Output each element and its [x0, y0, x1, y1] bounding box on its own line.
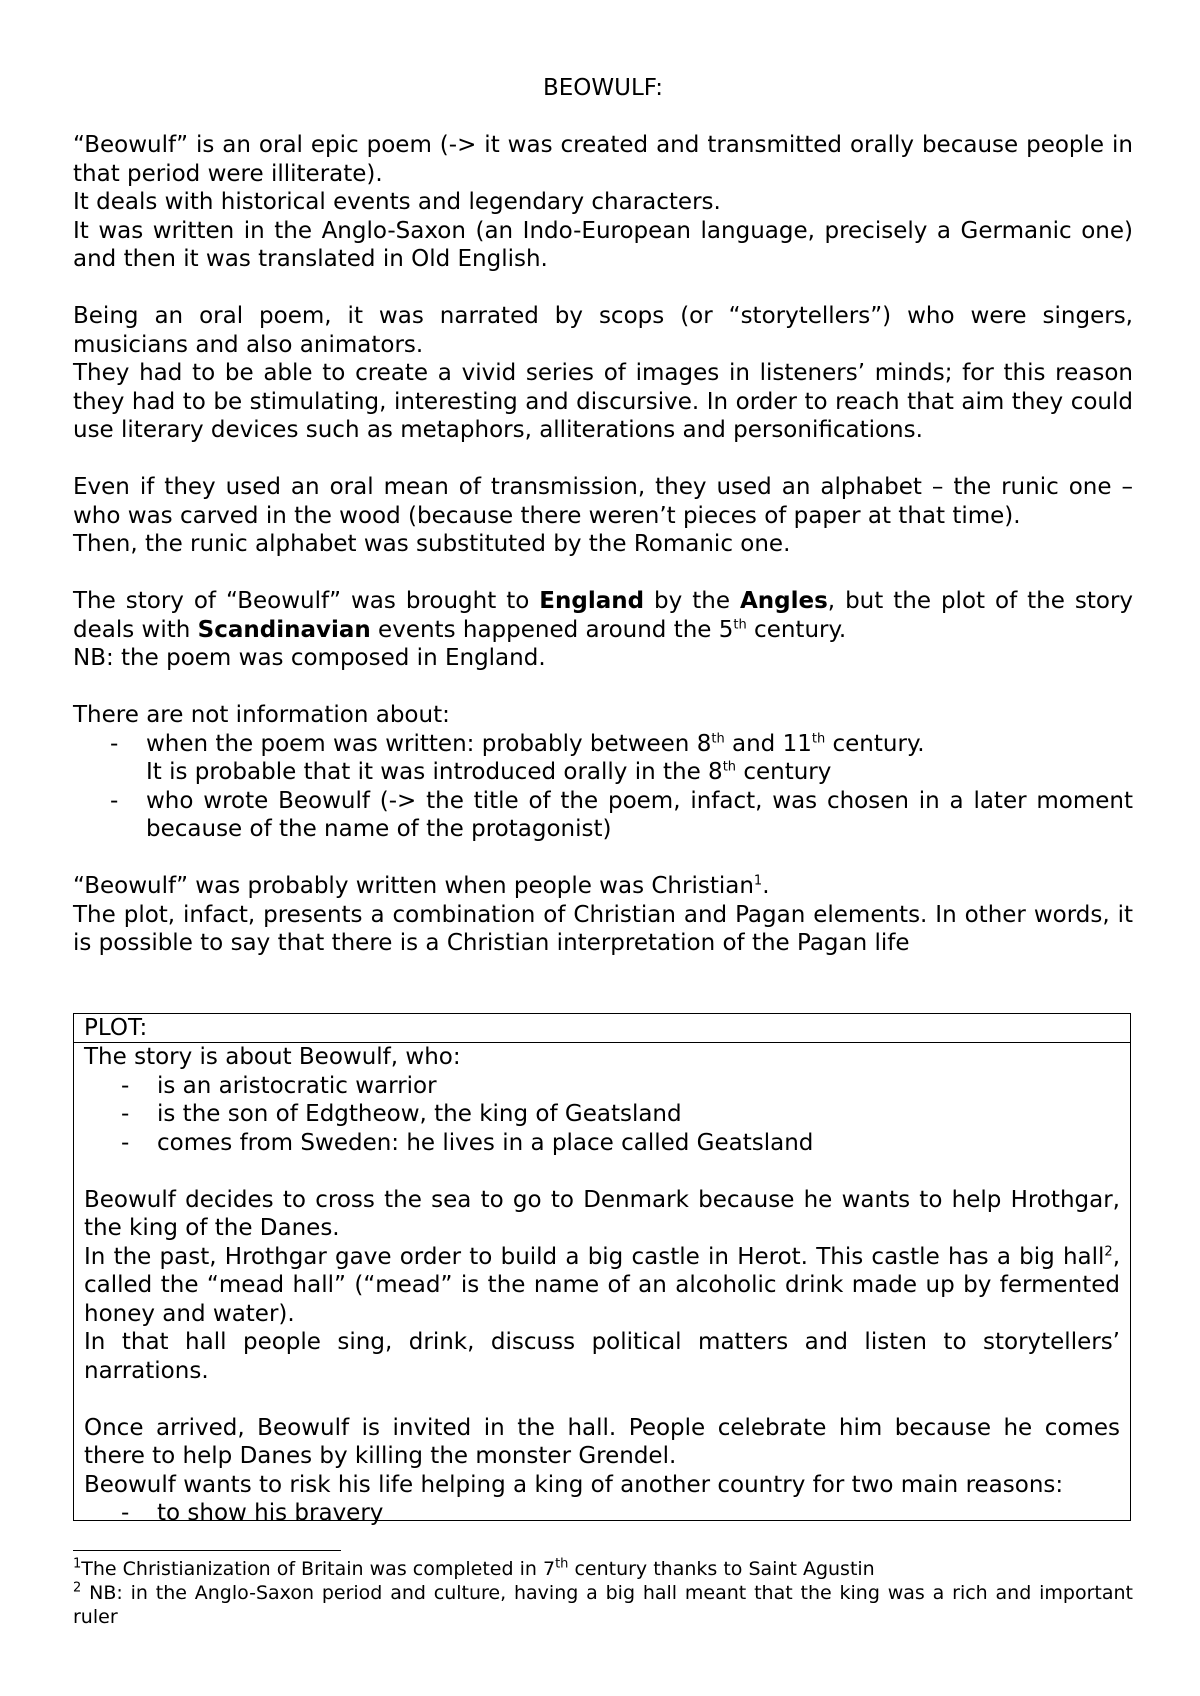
list-item: - comes from Sweden: he lives in a place called Geatsland — [121, 1129, 814, 1156]
plot-list — [84, 1072, 1120, 1158]
alphabet-paragraph: Even if they used an oral mean of transmission, they used an alphabet – the runic one – who was carved in the wood (because there weren’t pieces of paper at that time). — [73, 474, 1133, 529]
document-page — [73, 74, 1133, 958]
list-item: - who wrote Beowulf (-> the title of the poem, infact, was chosen in a later moment because of the name of the protagonist) — [110, 787, 1133, 842]
footnote-2: $^2$ NB: in the Anglo-Saxon period and culture, having a big hall meant that the king was a rich and important ruler — [73, 1580, 1133, 1628]
footnote-separator — [73, 1550, 341, 1551]
plot-paragraph: Beowulf decides to cross the sea to go to Denmark because he wants to help Hrothgar, the king of the Danes. — [84, 1186, 1120, 1241]
christian-paragraph: The plot, infact, presents a combination of Christian and Pagan elements. In other words, it is possible to say that there is a Christian interpretation of the Pagan life — [73, 901, 1133, 956]
plot-paragraph: In that hall people sing, drink, discuss political matters and listen to storytellers’ narrations. — [84, 1329, 1120, 1384]
plot-paragraph: In the past, Hrothgar gave order to build a big castle in Herot. This castle has a big hall$^2$, called the “mead hall” (“mead” is the name of an alcoholic drink made up by fermented honey and water). — [84, 1243, 1120, 1327]
list-item: - to show his bravery — [121, 1500, 384, 1526]
intro-paragraph: “Beowulf” is an oral epic poem (-> it was created and transmitted orally because people in that period were illiterate). — [73, 132, 1133, 187]
oral-paragraph: Being an oral poem, it was narrated by scops (or “storytellers”) who were singers, musicians and also animators. — [73, 303, 1133, 358]
plot-intro: The story is about Beowulf, who: — [84, 1044, 461, 1070]
christian-paragraph: “Beowulf” was probably written when people was Christian$^1$. — [73, 873, 770, 899]
list-item: - when the poem was written: probably between 8th and 11th century. It is probable that it was introduced orally in the 8th century — [110, 730, 925, 785]
plot-paragraph: Beowulf wants to risk his life helping a king of another country for two main reasons: — [84, 1471, 1064, 1498]
footnotes — [73, 1557, 1133, 1629]
dash-bullet: - — [110, 787, 119, 814]
origin-paragraph: The story of “Beowulf” was brought to England by the Angles, but the plot of the story deals with Scandinavian events happened around the 5th century. — [73, 588, 1134, 643]
unknown-heading: There are not information about: — [73, 702, 450, 728]
plot-body — [74, 1043, 1130, 1528]
plot-paragraph: Once arrived, Beowulf is invited in the hall. People celebrate him because he comes there to help Danes by killing the monster Grendel. — [84, 1414, 1120, 1469]
footnote-1: $^1$The Christianization of Britain was completed in 7th century thanks to Saint Agustin — [73, 1556, 875, 1580]
dash-bullet: - — [110, 730, 119, 757]
plot-box — [73, 1013, 1131, 1526]
origin-note: NB: the poem was composed in England. — [73, 645, 546, 671]
reasons-list — [84, 1499, 1120, 1528]
page-title: BEOWULF: — [543, 75, 663, 101]
list-item: - is an aristocratic warrior — [121, 1072, 437, 1099]
alphabet-paragraph: Then, the runic alphabet was substituted by the Romanic one. — [73, 531, 791, 557]
intro-paragraph: It deals with historical events and legendary characters. — [73, 189, 721, 215]
unknown-list — [73, 730, 1133, 844]
plot-heading: PLOT: — [74, 1014, 1130, 1043]
list-item: - is the son of Edgtheow, the king of Geatsland — [121, 1101, 682, 1127]
oral-paragraph: They had to be able to create a vivid series of images in listeners’ minds; for this reason they had to be stimulating, interesting and discursive. In order to reach that aim they could use literary devices such as metaphors, alliterations and personifications. — [73, 360, 1133, 443]
intro-paragraph: It was written in the Anglo-Saxon (an Indo-European language, precisely a Germanic one) and then it was translated in Old English. — [73, 217, 1133, 272]
